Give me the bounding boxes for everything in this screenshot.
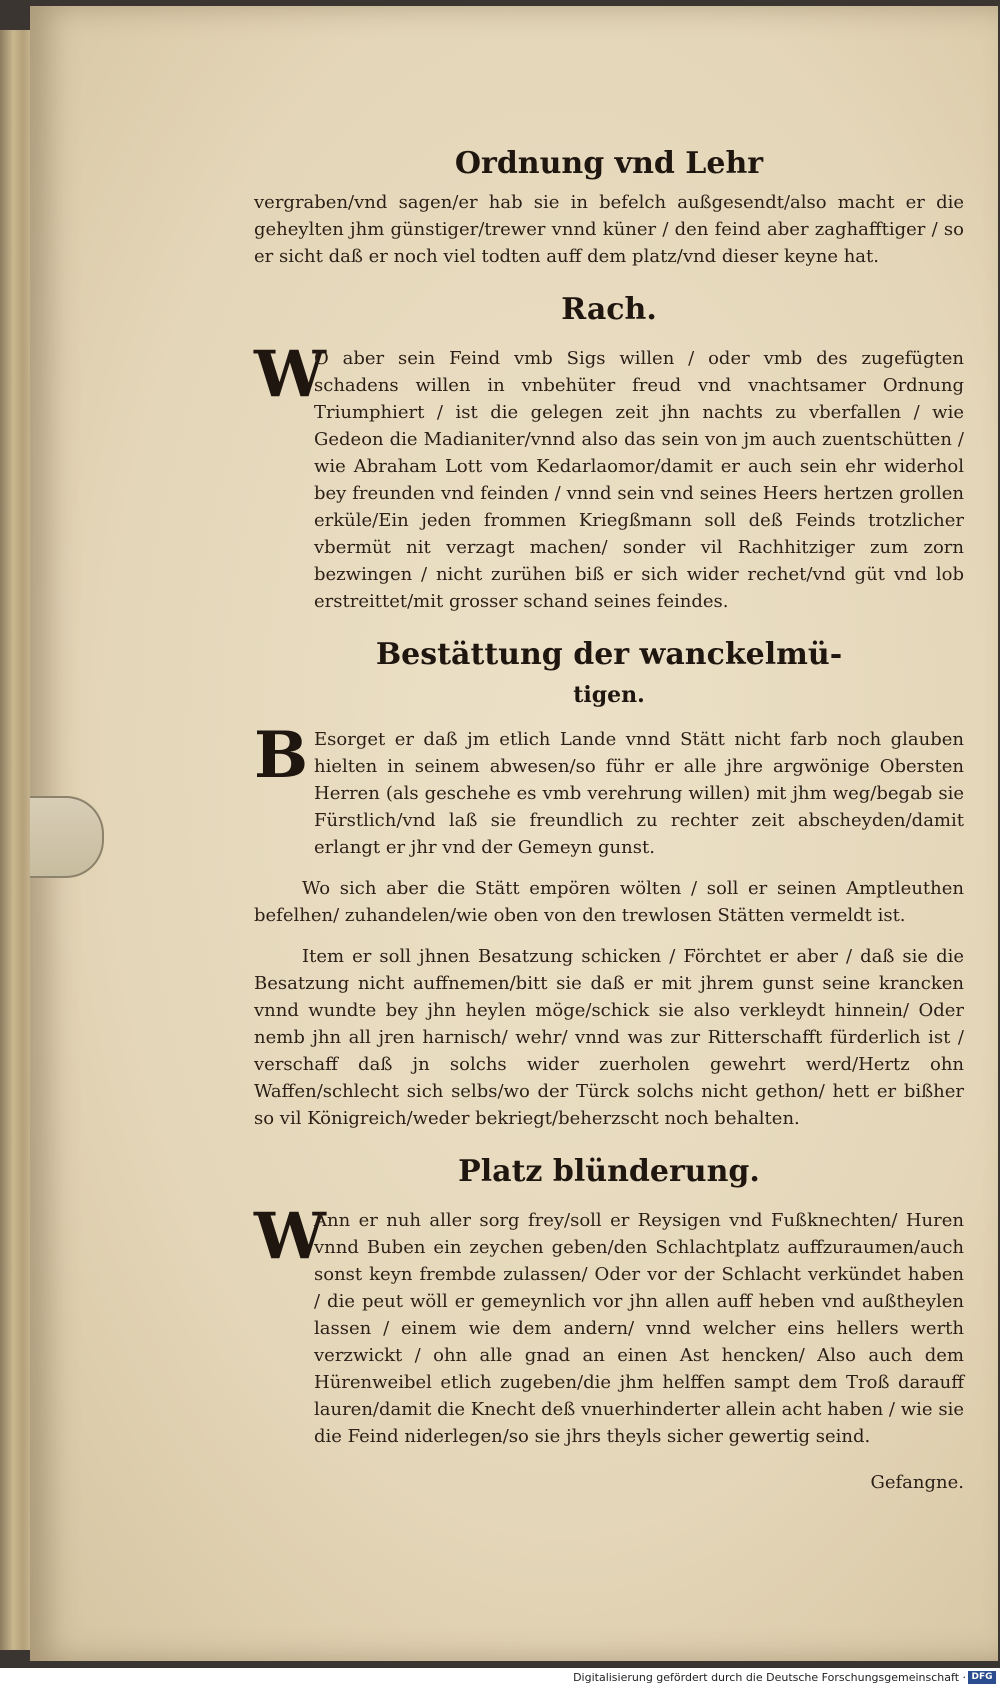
section-heading-platz: Platz blünderung. xyxy=(458,1154,760,1189)
footer-bar xyxy=(0,1668,1000,1688)
section-heading-bestaettung: Bestättung der wanckelmü- xyxy=(375,637,843,672)
section-paragraph: Wo sich aber die Stätt empören wölten / soll er seinen Amptleuthen befelhen/ zuhandelen/wie oben von den trewlosen Stätten vermeldt ist. xyxy=(254,878,964,926)
section-heading-rach: Rach. xyxy=(561,292,657,327)
intro-paragraph: vergraben/vnd sagen/er hab sie in befelch außgesendt/also macht er die geheylten jhm günstiger/trewer vnnd küner / den feind aber zaghafftiger / so er sicht daß er noch viel todten auff dem platz/vnd dieser keyne hat. xyxy=(254,192,964,267)
section-body-bestaettung xyxy=(254,718,964,861)
dropcap-letter: B xyxy=(254,718,309,793)
book-page xyxy=(30,6,998,1661)
section-body-rach xyxy=(254,337,964,615)
catchword: Gefangne. xyxy=(870,1472,964,1493)
section-paragraph: Esorget er daß jm etlich Lande vnnd Stätt nicht farb noch glauben hielten in seinem abwesen/so führ er alle jhre argwönige Obersten Herren (als geschehe es vmb verehrung willen) mit jhm weg/begab sie Fürstlich/vnd laß sie freundlich zu rechter zeit abscheyden/damit erlangt er jhr vnd der Gemeyn gunst. xyxy=(314,729,964,858)
dfg-logo: DFG xyxy=(968,1671,996,1684)
section-paragraph: Item er soll jhnen Besatzung schicken / Förchtet er aber / daß sie die Besatzung nicht auffnemen/bitt sie daß er mit jhrem gunst seine krancken vnnd wundte bey jhn heylen möge/schick sie also verkleydt hinnein/ Oder nemb jhn all jren harnisch/ wehr/ vnnd was zur Ritterschafft fürderlich ist / verschaff daß jn solchs wider zuerholen gewehrt werd/Hertz ohn Waffen/schlecht sich selbs/wo der Türck solchs nicht gethon/ hett er bißher so vil Königreich/weder bekriegt/beherzscht noch behalten. xyxy=(254,946,964,1129)
dropcap-letter: W xyxy=(254,337,326,412)
running-title: Ordnung vnd Lehr xyxy=(454,146,764,181)
dropcap-letter: W xyxy=(254,1199,326,1274)
page-content xyxy=(254,146,964,1493)
section-body-platz xyxy=(254,1199,964,1450)
footer-credit: Digitalisierung gefördert durch die Deutsche Forschungsgemeinschaft · xyxy=(573,1671,966,1684)
section-subheading: tigen. xyxy=(573,682,645,708)
page-marker-tab xyxy=(30,796,104,878)
section-paragraph: Ann er nuh aller sorg frey/soll er Reysigen vnd Fußknechten/ Huren vnnd Buben ein zeychen geben/den Schlachtplatz auffzuraumen/auch sonst keyn frembde zulassen/ Oder vor der Schlacht verkündet haben / die peut wöll er gemeynlich vor jhn allen auff heben vnd außtheylen lassen / einem wie dem andern/ vnnd welcher eins hellers werth verzwickt / ohn alle gnad an einen Ast hencken/ Also auch dem Hürenweibel etlich zugeben/die jhm helffen sampt dem Troß darauff lauren/damit die Knecht deß vnuerhinderter allein acht haben / wie sie die Feind niderlegen/so sie jhrs theyls sicher gewertig seind. xyxy=(314,1210,964,1447)
section-paragraph: O aber sein Feind vmb Sigs willen / oder vmb des zugefügten schadens willen in vnbehüter freud vnd vnachtsamer Ordnung Triumphiert / ist die gelegen zeit jhn nachts zu vberfallen / wie Gedeon die Madianiter/vnnd also das sein von jm auch zuentschütten / wie Abraham Lott vom Kedarlaomor/damit er auch sein ehr widerhol bey freunden vnd feinden / vnnd sein vnd seines Heers hertzen grollen erküle/Ein jeden frommen Kriegßmann soll deß Feinds trotzlicher vbermüt nit verzagt machen/ sonder vil Rachhitziger zum zorn bezwingen / nicht zurühen biß er sich wider rechet/vnd güt vnd lob erstreittet/mit grosser schand seines feindes. xyxy=(314,348,964,612)
